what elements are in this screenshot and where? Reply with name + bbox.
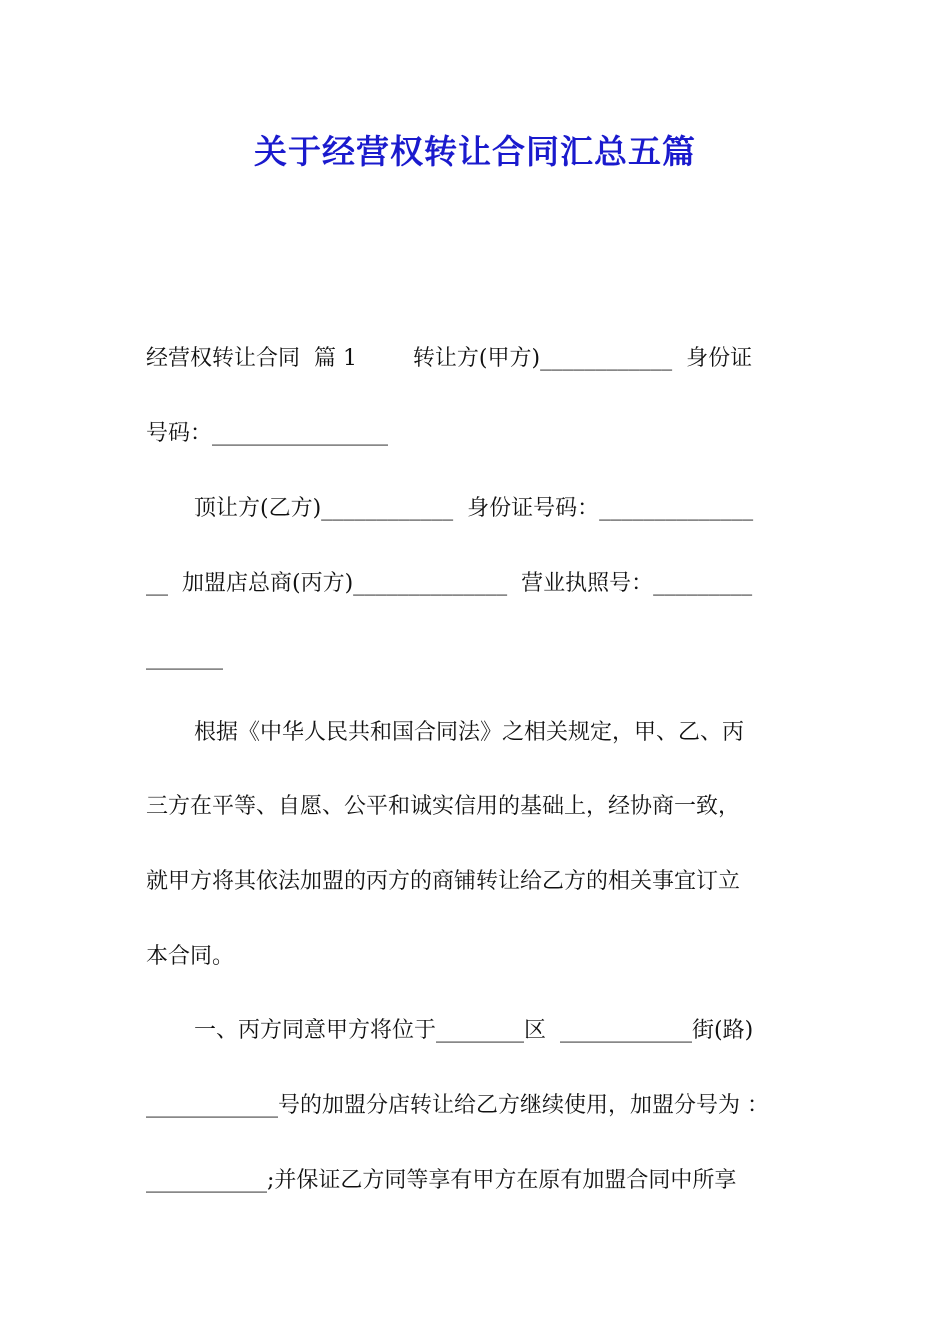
- paragraph-line: ____________号的加盟分店转让给乙方继续使用，加盟分号为 ：: [146, 1093, 769, 1118]
- paragraph-line: 就甲方将其依法加盟的丙方的商铺转让给乙方的相关事宜订立: [146, 869, 741, 894]
- paragraph-line: ___________;并保证乙方同等享有甲方在原有加盟合同中所享: [146, 1168, 737, 1193]
- paragraph-line: _______: [146, 645, 223, 670]
- paragraph-line: 号码：________________: [146, 421, 389, 446]
- document-title: 关于经营权转让合同汇总五篇: [254, 132, 696, 171]
- paragraph-line: 一、丙方同意甲方将位于________区 ____________街(路): [194, 1018, 754, 1043]
- paragraph-line: __ 加盟店总商(丙方)______________ 营业执照号：_________: [146, 571, 753, 596]
- paragraph-line: 经营权转让合同 篇 1 转让方(甲方)____________ 身份证: [146, 346, 753, 371]
- paragraph-line: 三方在平等、自愿、公平和诚实信用的基础上，经协商一致，: [146, 794, 741, 819]
- paragraph-line: 本合同。: [146, 944, 235, 969]
- paragraph-line: 顶让方(乙方)____________ 身份证号码：______________: [194, 496, 754, 521]
- paragraph-line: 根据《中华人民共和国合同法》之相关规定，甲、乙、丙: [194, 720, 745, 745]
